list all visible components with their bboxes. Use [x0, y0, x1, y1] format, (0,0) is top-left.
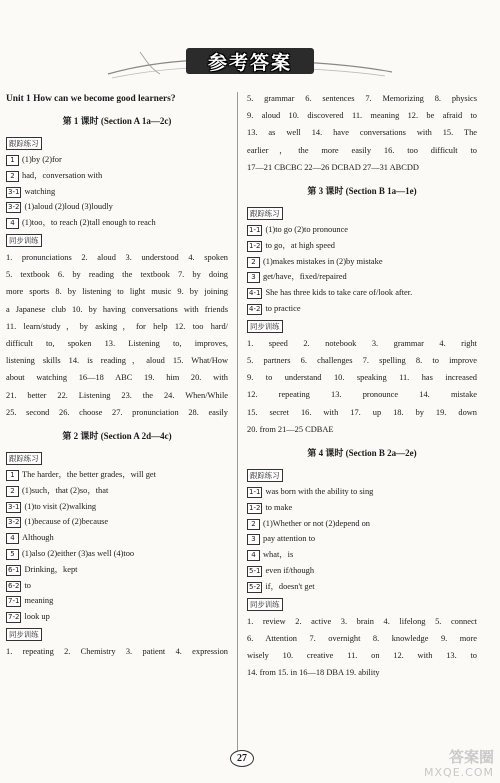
item-answer: if，doesn't get	[265, 581, 315, 591]
item-number: 3	[247, 534, 260, 545]
list-item	[247, 254, 477, 270]
watermark-text-bottom: MXQE.COM	[424, 766, 494, 779]
answer-line: 1. speed 2. notebook 3. grammar 4. right	[247, 338, 477, 348]
item-number: 5	[6, 549, 19, 560]
item-number: 1-2	[249, 503, 261, 512]
item-number: 2	[247, 519, 260, 530]
lesson-4-title: 第 4 课时 (Section B 2a—2e)	[307, 448, 417, 459]
answer-line: about watching 16—18 ABC 19. him 20. with	[6, 373, 228, 383]
item-answer: (1)because of (2)because	[24, 517, 109, 527]
list-item	[247, 238, 477, 254]
list-item	[6, 530, 228, 546]
item-answer: The harder，the better grades，will get	[22, 470, 156, 480]
list-item	[247, 516, 477, 532]
item-answer: She has three kids to take care of/look after.	[265, 288, 413, 298]
item-number: 1-2	[249, 241, 261, 250]
item-answer: what，is	[263, 550, 294, 560]
item-answer: Although	[22, 533, 54, 543]
list-item	[6, 152, 228, 168]
list-item	[6, 562, 228, 578]
list-item	[247, 285, 477, 301]
list-item	[6, 483, 228, 499]
item-number: 4	[6, 533, 19, 544]
lesson-2-sync-answers	[6, 643, 228, 660]
answer-line: 6. Attention 7. overnight 8. knowledge 9. more	[247, 633, 477, 643]
item-number: 7-2	[8, 613, 20, 622]
answer-line: 9. aloud 10. discovered 11. meaning 12. be afraid to	[247, 111, 477, 121]
unit-title: Unit 1 How can we become good learners?	[6, 94, 176, 104]
answer-line: 25. second 26. choose 27. pronunciation 28. easily	[6, 407, 228, 417]
page-number	[222, 748, 262, 768]
answer-line: more sports 8. by listening to light music 9. by joining	[6, 287, 228, 297]
item-answer: to practice	[265, 304, 301, 313]
watermark-text-top: 答案圈	[448, 748, 494, 766]
item-number: 5-2	[249, 582, 261, 591]
item-number: 4-2	[249, 305, 261, 313]
column-divider	[237, 92, 238, 762]
answer-line: 1. review 2. active 3. brain 4. lifelong 5. connect	[247, 616, 477, 626]
item-number: 1	[6, 470, 19, 481]
lesson-4-practice-list	[247, 484, 477, 595]
item-number: 3	[247, 272, 260, 283]
item-answer: (1)such，that (2)so，that	[22, 485, 109, 495]
list-item	[247, 579, 477, 595]
answer-line: 13. as well 14. have conversations with 15. The	[247, 128, 477, 138]
lesson-4-practice-label: 跟踪练习	[247, 469, 283, 482]
answer-line: 1. repeating 2. Chemistry 3. patient 4. expression	[6, 646, 228, 656]
lesson-1-title: 第 1 课时 (Section A 1a—2c)	[62, 116, 172, 126]
lesson-1-sync-answers	[6, 249, 228, 421]
continued-answers	[247, 90, 477, 176]
item-answer: to	[24, 580, 31, 590]
answer-line: wisely 10. creative 11. on 12. with 13. to	[247, 651, 477, 660]
list-item	[247, 500, 477, 516]
answer-line: 14. from 15. in 16—18 DBA 19. ability	[247, 668, 380, 678]
item-number: 2	[247, 257, 260, 268]
list-item	[247, 563, 477, 579]
lesson-1-practice-list	[6, 152, 228, 231]
item-answer: watching	[24, 186, 56, 196]
list-item	[247, 222, 477, 238]
item-answer: meaning	[24, 596, 54, 606]
answer-line: 5. grammar 6. sentences 7. Memorizing 8. physics	[247, 94, 477, 103]
list-item	[247, 269, 477, 285]
item-answer: (1)Whether or not (2)depend on	[263, 518, 370, 528]
list-item	[6, 609, 228, 625]
list-item	[247, 301, 477, 317]
item-number: 2	[6, 171, 19, 182]
list-item	[6, 499, 228, 515]
item-answer: get/have，fixed/repaired	[263, 272, 347, 282]
lesson-4-sync-answers	[247, 613, 477, 682]
item-number: 6-2	[8, 581, 20, 590]
answer-line: 5. textbook 6. by reading the textbook 7. by doing	[6, 270, 228, 280]
answer-line: 21. better 22. Listening 23. the 24. When/While	[6, 390, 228, 400]
answer-line: listening skills 14. is reading，aloud 15. What/How	[6, 356, 228, 366]
lesson-2-practice-list	[6, 467, 228, 625]
item-answer: (1)also (2)either (3)as well (4)too	[22, 549, 135, 558]
lesson-3-sync-answers	[247, 335, 477, 438]
item-number: 3-1	[8, 187, 20, 196]
item-number: 1	[6, 155, 19, 166]
left-column	[6, 90, 228, 660]
list-item	[247, 531, 477, 547]
item-answer: to make	[265, 502, 293, 512]
answer-line: 9. to understand 10. speaking 11. has increased	[247, 373, 477, 383]
list-item	[6, 215, 228, 231]
list-item	[247, 547, 477, 563]
item-answer: (1)too，to reach (2)tall enough to reach	[22, 218, 156, 228]
item-answer: (1)by (2)for	[22, 155, 62, 164]
item-number: 4	[6, 218, 19, 229]
answer-line: 11. learn/study，by asking，for help 12. too hard/	[6, 321, 228, 331]
item-number: 3-2	[8, 203, 20, 212]
item-number: 1-1	[249, 226, 261, 235]
lesson-3-title: 第 3 课时 (Section B 1a—1e)	[307, 186, 417, 197]
lesson-1-practice-label: 跟踪练习	[6, 137, 42, 150]
item-number: 3-1	[8, 502, 20, 511]
item-answer: (1)makes mistakes in (2)by mistake	[263, 256, 383, 266]
item-number: 3-2	[8, 518, 20, 527]
list-item	[6, 578, 228, 594]
item-answer: had，conversation with	[22, 170, 103, 180]
item-answer: pay attention to	[263, 534, 316, 544]
lesson-2-title: 第 2 课时 (Section A 2d—4c)	[62, 431, 172, 442]
item-answer: was born with the ability to sing	[265, 487, 374, 497]
lesson-3-sync-label: 同步训练	[247, 320, 283, 333]
list-item	[6, 184, 228, 200]
watermark-logo	[404, 748, 494, 782]
right-column	[247, 90, 477, 681]
lesson-2-sync-label: 同步训练	[6, 628, 42, 641]
item-answer: to go，at high speed	[265, 240, 335, 250]
item-answer: (1)to visit (2)walking	[24, 501, 97, 511]
item-number: 1-1	[249, 488, 261, 497]
item-number: 4	[247, 550, 260, 561]
item-number: 5-1	[249, 567, 261, 575]
list-item	[6, 168, 228, 184]
answer-key-title: 参考答案	[207, 51, 292, 74]
list-item	[6, 467, 228, 483]
item-answer: Drinking，kept	[24, 564, 78, 574]
item-number: 6-1	[8, 565, 20, 574]
lesson-1-sync-label: 同步训练	[6, 234, 42, 247]
answer-line: 17—21 CBCBC 22—26 DCBAD 27—31 ABCDD	[247, 162, 419, 172]
answer-line: earlier，the more easily 16. too difficult to	[247, 145, 477, 155]
list-item	[247, 484, 477, 500]
answer-line: a Japanese club 10. by having conversations with friends	[6, 304, 228, 314]
lesson-2-practice-label: 跟踪练习	[6, 452, 42, 465]
item-number: 4-1	[249, 289, 261, 298]
list-item	[6, 546, 228, 562]
item-answer: (1)to go (2)to pronounce	[265, 225, 349, 235]
list-item	[6, 514, 228, 530]
item-number: 7-1	[8, 597, 20, 606]
answer-line: 1. pronunciations 2. aloud 3. understood 4. spoken	[6, 252, 228, 262]
item-answer: look up	[24, 612, 50, 622]
item-answer: (1)aloud (2)loud (3)loudly	[24, 202, 113, 212]
answer-line: 5. partners 6. challenges 7. spelling 8. to improve	[247, 356, 477, 365]
item-answer: even if/though	[265, 566, 315, 575]
answer-line: 12. repeating 13. pronounce 14. mistake	[247, 390, 477, 400]
answer-line: 20. from 21—25 CDBAE	[247, 424, 334, 434]
page-number-badge: 27	[230, 750, 254, 767]
lesson-4-sync-label: 同步训练	[247, 598, 283, 611]
list-item	[6, 593, 228, 609]
answer-line: difficult to, spoken 13. Listening to, improves,	[6, 339, 228, 348]
list-item	[6, 199, 228, 215]
lesson-3-practice-label: 跟踪练习	[247, 207, 283, 220]
answer-line: 15. secret 16. with 17. up 18. by 19. down	[247, 407, 477, 417]
item-number: 2	[6, 486, 19, 497]
lesson-3-practice-list	[247, 222, 477, 317]
